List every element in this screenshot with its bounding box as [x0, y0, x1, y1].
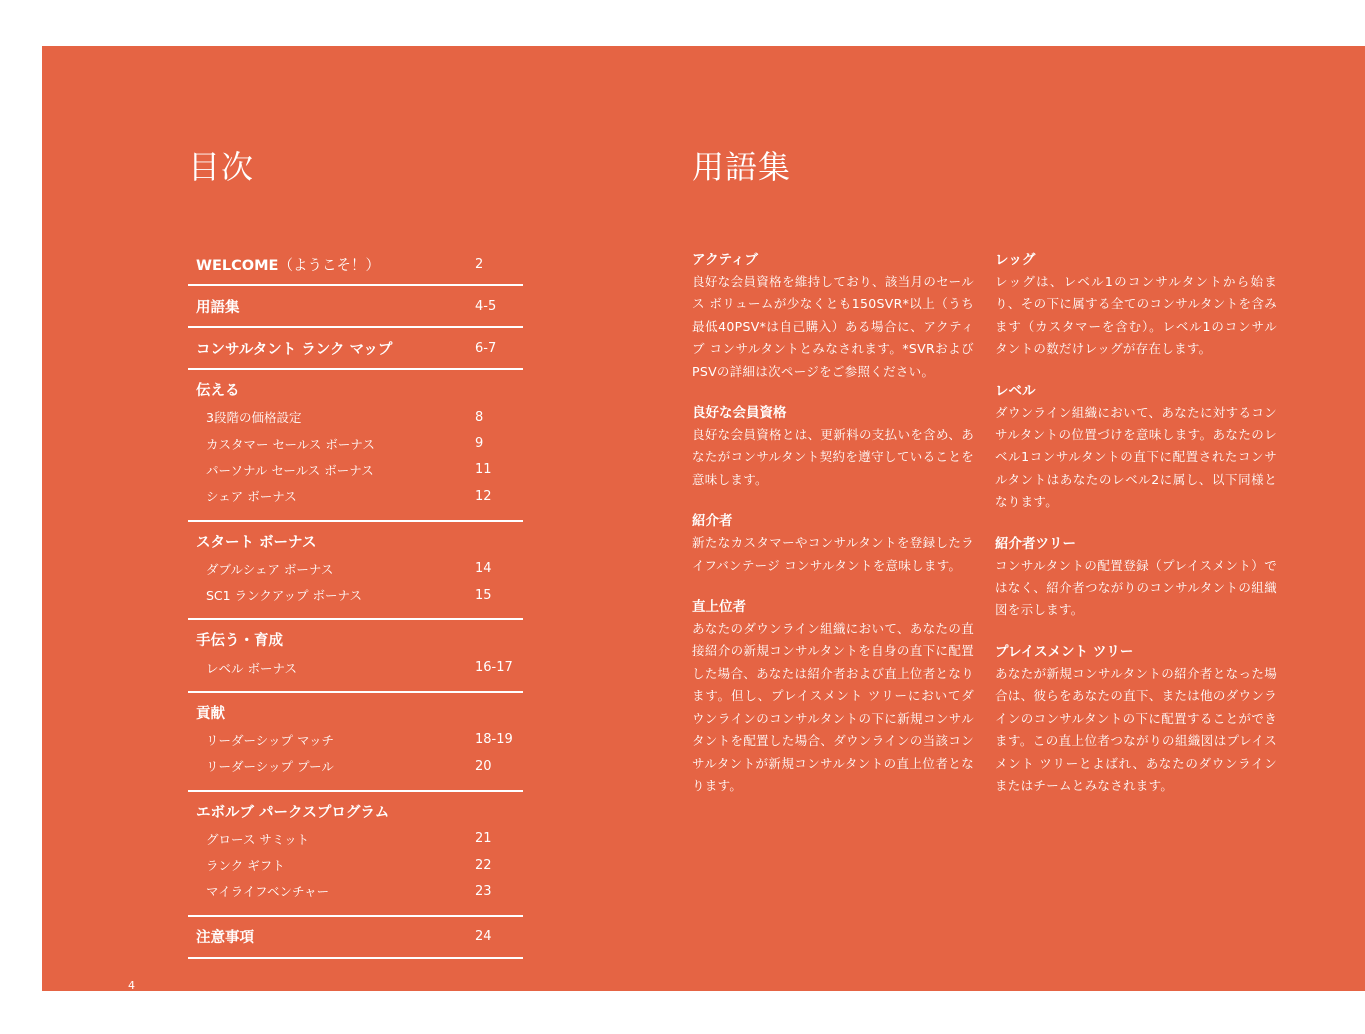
toc-entry-label: 3段階の価格設定 — [206, 410, 302, 426]
toc-entry-label: マイライフベンチャー — [206, 884, 330, 900]
toc-entry[interactable] — [188, 852, 523, 878]
toc-entry-label: 用語集 — [196, 299, 240, 316]
toc-section-start-bonus — [188, 522, 523, 621]
glossary-title: 用語集 — [692, 148, 792, 186]
toc-entry-page: 24 — [475, 929, 492, 945]
toc-entry[interactable] — [188, 244, 523, 284]
toc-entry-page: 23 — [475, 883, 492, 899]
term-description: あなたのダウンライン組織において、あなたの直接紹介の新規コンサルタントを自身の直下に配置した場合、あなたは紹介者および直上位者となります。但し、プレイスメント ツリーにおいてダウンラインのコンサルタントの下に新規コンサルタントを配置した場合、ダウンラインの当該コンサルタントが新規コンサルタントの直上位者となります。 — [692, 621, 974, 793]
term-heading: 直上位者 — [692, 599, 746, 616]
toc-group-label: 伝える — [196, 383, 240, 399]
toc-group-label: エボルブ パークスプログラム — [196, 804, 390, 821]
toc-entry-label: レベル ボーナス — [206, 660, 297, 676]
toc-section-welcome — [188, 244, 523, 286]
term-heading: 紹介者 — [692, 513, 733, 530]
toc-entry-page: 11 — [475, 462, 492, 478]
toc-entry[interactable] — [188, 917, 523, 957]
toc-section-rank-map — [188, 328, 523, 370]
toc-section-notes — [188, 917, 523, 959]
toc-entry[interactable] — [188, 286, 523, 326]
term-description: 新たなカスタマーやコンサルタントを登録したライフバンテージ コンサルタントを意味します。 — [692, 535, 974, 573]
glossary-term — [692, 252, 974, 383]
toc-entry[interactable] — [188, 878, 523, 904]
toc-entry-page: 4-5 — [475, 298, 497, 314]
toc-entry-label: WELCOME（ようこそ！） — [196, 257, 380, 274]
page-number: 4 — [128, 979, 135, 992]
term-description: 良好な会員資格とは、更新料の支払いを含め、あなたがコンサルタント契約を遵守していることを意味します。 — [692, 427, 974, 487]
toc-entry-page: 15 — [475, 587, 492, 603]
toc-entry-page: 6-7 — [475, 340, 497, 356]
toc-entry-label: カスタマー セールス ボーナス — [206, 436, 375, 452]
toc-entry[interactable] — [188, 654, 523, 680]
toc-group-label: 貢献 — [196, 705, 225, 722]
toc-entry[interactable] — [188, 457, 523, 483]
toc-entry-page: 12 — [475, 488, 492, 504]
term-heading: アクティブ — [692, 252, 759, 268]
glossary-term — [995, 644, 1277, 797]
term-heading: レベル — [995, 382, 1036, 399]
glossary-column-right — [995, 252, 1277, 819]
toc-section-share — [188, 370, 523, 522]
toc-entry-label: SC1 ランクアップ ボーナス — [206, 588, 362, 604]
toc-entry-page: 9 — [475, 436, 484, 452]
glossary-column-left — [692, 252, 974, 819]
toc-group-heading — [188, 372, 523, 404]
brochure-page — [42, 46, 1365, 991]
table-of-contents — [188, 244, 523, 959]
toc-group-heading — [188, 524, 523, 556]
toc-entry-label: グロース サミット — [206, 831, 310, 847]
toc-entry[interactable] — [188, 753, 523, 779]
toc-entry-page: 18-19 — [475, 732, 513, 748]
toc-entry[interactable] — [188, 430, 523, 456]
toc-entry-label: コンサルタント ランク マップ — [196, 341, 393, 358]
toc-entry[interactable] — [188, 556, 523, 582]
toc-entry-label: リーダーシップ プール — [206, 759, 334, 775]
toc-group-label: 手伝う・育成 — [196, 633, 283, 650]
glossary-term — [692, 599, 974, 797]
toc-group-label: スタート ボーナス — [196, 534, 317, 551]
toc-entry[interactable] — [188, 483, 523, 509]
term-description: レッグは、レベル1のコンサルタントから始まり、その下に属する全てのコンサルタントを含みます（カスタマーを含む）。レベル1のコンサルタントの数だけレッグが存在します。 — [995, 274, 1277, 357]
toc-group-heading — [188, 794, 523, 826]
toc-entry-label: ランク ギフト — [206, 858, 285, 874]
term-heading: 紹介者ツリー — [995, 535, 1076, 552]
glossary-term — [995, 252, 1277, 361]
toc-group-heading — [188, 695, 523, 727]
toc-entry-page: 14 — [475, 561, 492, 577]
glossary-term — [995, 536, 1277, 622]
glossary-term — [995, 383, 1277, 514]
glossary-term — [692, 405, 974, 491]
term-description: あなたが新規コンサルタントの紹介者となった場合は、彼らをあなたの直下、または他のダウンラインのコンサルタントの下に配置することができます。この直上位者つながりの組織図はプレイスメント ツリーとよばれ、あなたのダウンラインまたはチームとみなされます。 — [995, 665, 1277, 793]
toc-entry-label: シェア ボーナス — [206, 489, 297, 505]
toc-entry-label: リーダーシップ マッチ — [206, 732, 334, 748]
toc-entry-label: ダブルシェア ボーナス — [206, 561, 334, 577]
toc-section-glossary — [188, 286, 523, 328]
term-heading: 良好な会員資格 — [692, 405, 787, 422]
toc-section-help-develop — [188, 620, 523, 692]
toc-entry[interactable] — [188, 404, 523, 430]
term-description: ダウンライン組織において、あなたに対するコンサルタントの位置づけを意味します。あなたのレベル1コンサルタントの直下に配置されたコンサルタントはあなたのレベル2に属し、以下同様となります。 — [995, 404, 1277, 510]
toc-section-evolve-perks — [188, 792, 523, 917]
term-heading: プレイスメント ツリー — [995, 643, 1134, 660]
term-heading: レッグ — [995, 252, 1036, 268]
toc-entry-label: 注意事項 — [196, 930, 254, 947]
toc-entry-label: パーソナル セールス ボーナス — [206, 462, 374, 478]
glossary-term — [692, 513, 974, 577]
term-description: 良好な会員資格を維持しており、該当月のセールス ボリュームが少なくとも150SVR*以上（うち最低40PSV*は自己購入）ある場合に、アクティブ コンサルタントとみなされます。*SVRおよびPSVの詳細は次ページをご参照ください。 — [692, 274, 974, 379]
toc-entry[interactable] — [188, 826, 523, 852]
toc-entry-page: 21 — [475, 831, 492, 847]
toc-entry[interactable] — [188, 727, 523, 753]
toc-entry-page: 22 — [475, 857, 492, 873]
term-description: コンサルタントの配置登録（プレイスメント）ではなく、紹介者つながりのコンサルタントの組織図を示します。 — [995, 557, 1277, 618]
toc-entry-page: 8 — [475, 409, 484, 425]
toc-group-heading — [188, 622, 523, 654]
toc-title: 目次 — [188, 148, 255, 186]
toc-entry-page: 16-17 — [475, 660, 513, 676]
toc-section-contribute — [188, 693, 523, 792]
toc-entry[interactable] — [188, 582, 523, 608]
toc-entry[interactable] — [188, 328, 523, 368]
toc-entry-page: 20 — [475, 758, 492, 774]
toc-entry-page: 2 — [475, 256, 484, 272]
